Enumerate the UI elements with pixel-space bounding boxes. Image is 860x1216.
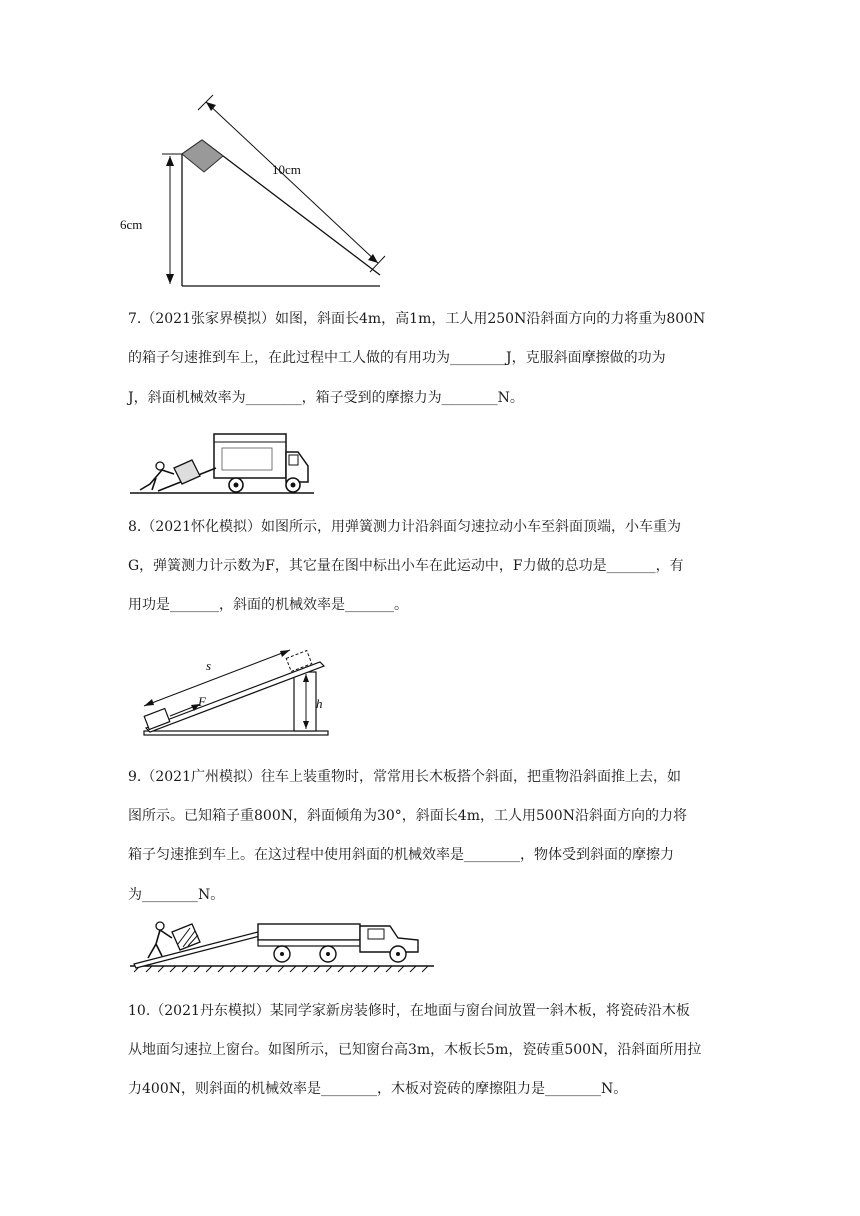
worker-figure <box>156 462 164 470</box>
q9-line-1: 9.（2021广州模拟）往车上装重物时，常常用长木板搭个斜面，把重物沿斜面推上去，如 <box>128 769 681 785</box>
q7-line-2: 的箱子匀速推到车上，在此过程中工人做的有用功为________J，克服斜面摩擦做的功为 <box>128 350 666 366</box>
h-label: h <box>316 696 323 711</box>
q8-line-1: 8.（2021怀化模拟）如图所示，用弹簧测力计沿斜面匀速拉动小车至斜面顶端，小车重为 <box>128 519 681 535</box>
q7-line-1: 7.（2021张家界模拟）如图，斜面长4m，高1m，工人用250N沿斜面方向的力将重为800N <box>128 311 706 327</box>
truck-ramp-figure <box>128 424 316 498</box>
long-ramp-truck-figure <box>128 906 438 974</box>
q9-line-3: 箱子匀速推到车上。在这过程中使用斜面的机械效率是________，物体受到斜面的摩擦力 <box>128 847 674 863</box>
s-label: s <box>206 658 212 673</box>
q10-line-1: 10.（2021丹东模拟）某同学家新房装修时，在地面与窗台间放置一斜木板，将瓷砖沿木板 <box>128 1003 690 1019</box>
q8-line-3: 用功是_______，斜面的机械效率是_______。 <box>128 597 408 613</box>
q8-line-2: G，弹簧测力计示数为F，其它量在图中标出小车在此运动中，F力做的总功是_______，有 <box>128 558 684 574</box>
q7-line-3: J，斜面机械效率为________，箱子受到的摩擦力为________N。 <box>128 390 524 406</box>
hypotenuse-label: 10cm <box>272 162 301 177</box>
height-label: 6cm <box>120 217 143 232</box>
q10-line-3: 力400N，则斜面的机械效率是________，木板对瓷砖的摩擦阻力是________N。 <box>128 1081 628 1097</box>
q9-line-4: 为________N。 <box>128 887 225 903</box>
incline-s-h-figure <box>140 646 330 742</box>
force-label: F <box>198 694 206 709</box>
box-on-incline <box>182 140 223 172</box>
q9-line-2: 图所示。已知箱子重800N，斜面倾角为30°，斜面长4m，工人用500N沿斜面方向的力将 <box>128 808 687 824</box>
q10-line-2: 从地面匀速拉上窗台。如图所示，已知窗台高3m，木板长5m，瓷砖重500N，沿斜面所用拉 <box>128 1042 702 1058</box>
incline-figure-6cm-10cm <box>120 90 400 290</box>
